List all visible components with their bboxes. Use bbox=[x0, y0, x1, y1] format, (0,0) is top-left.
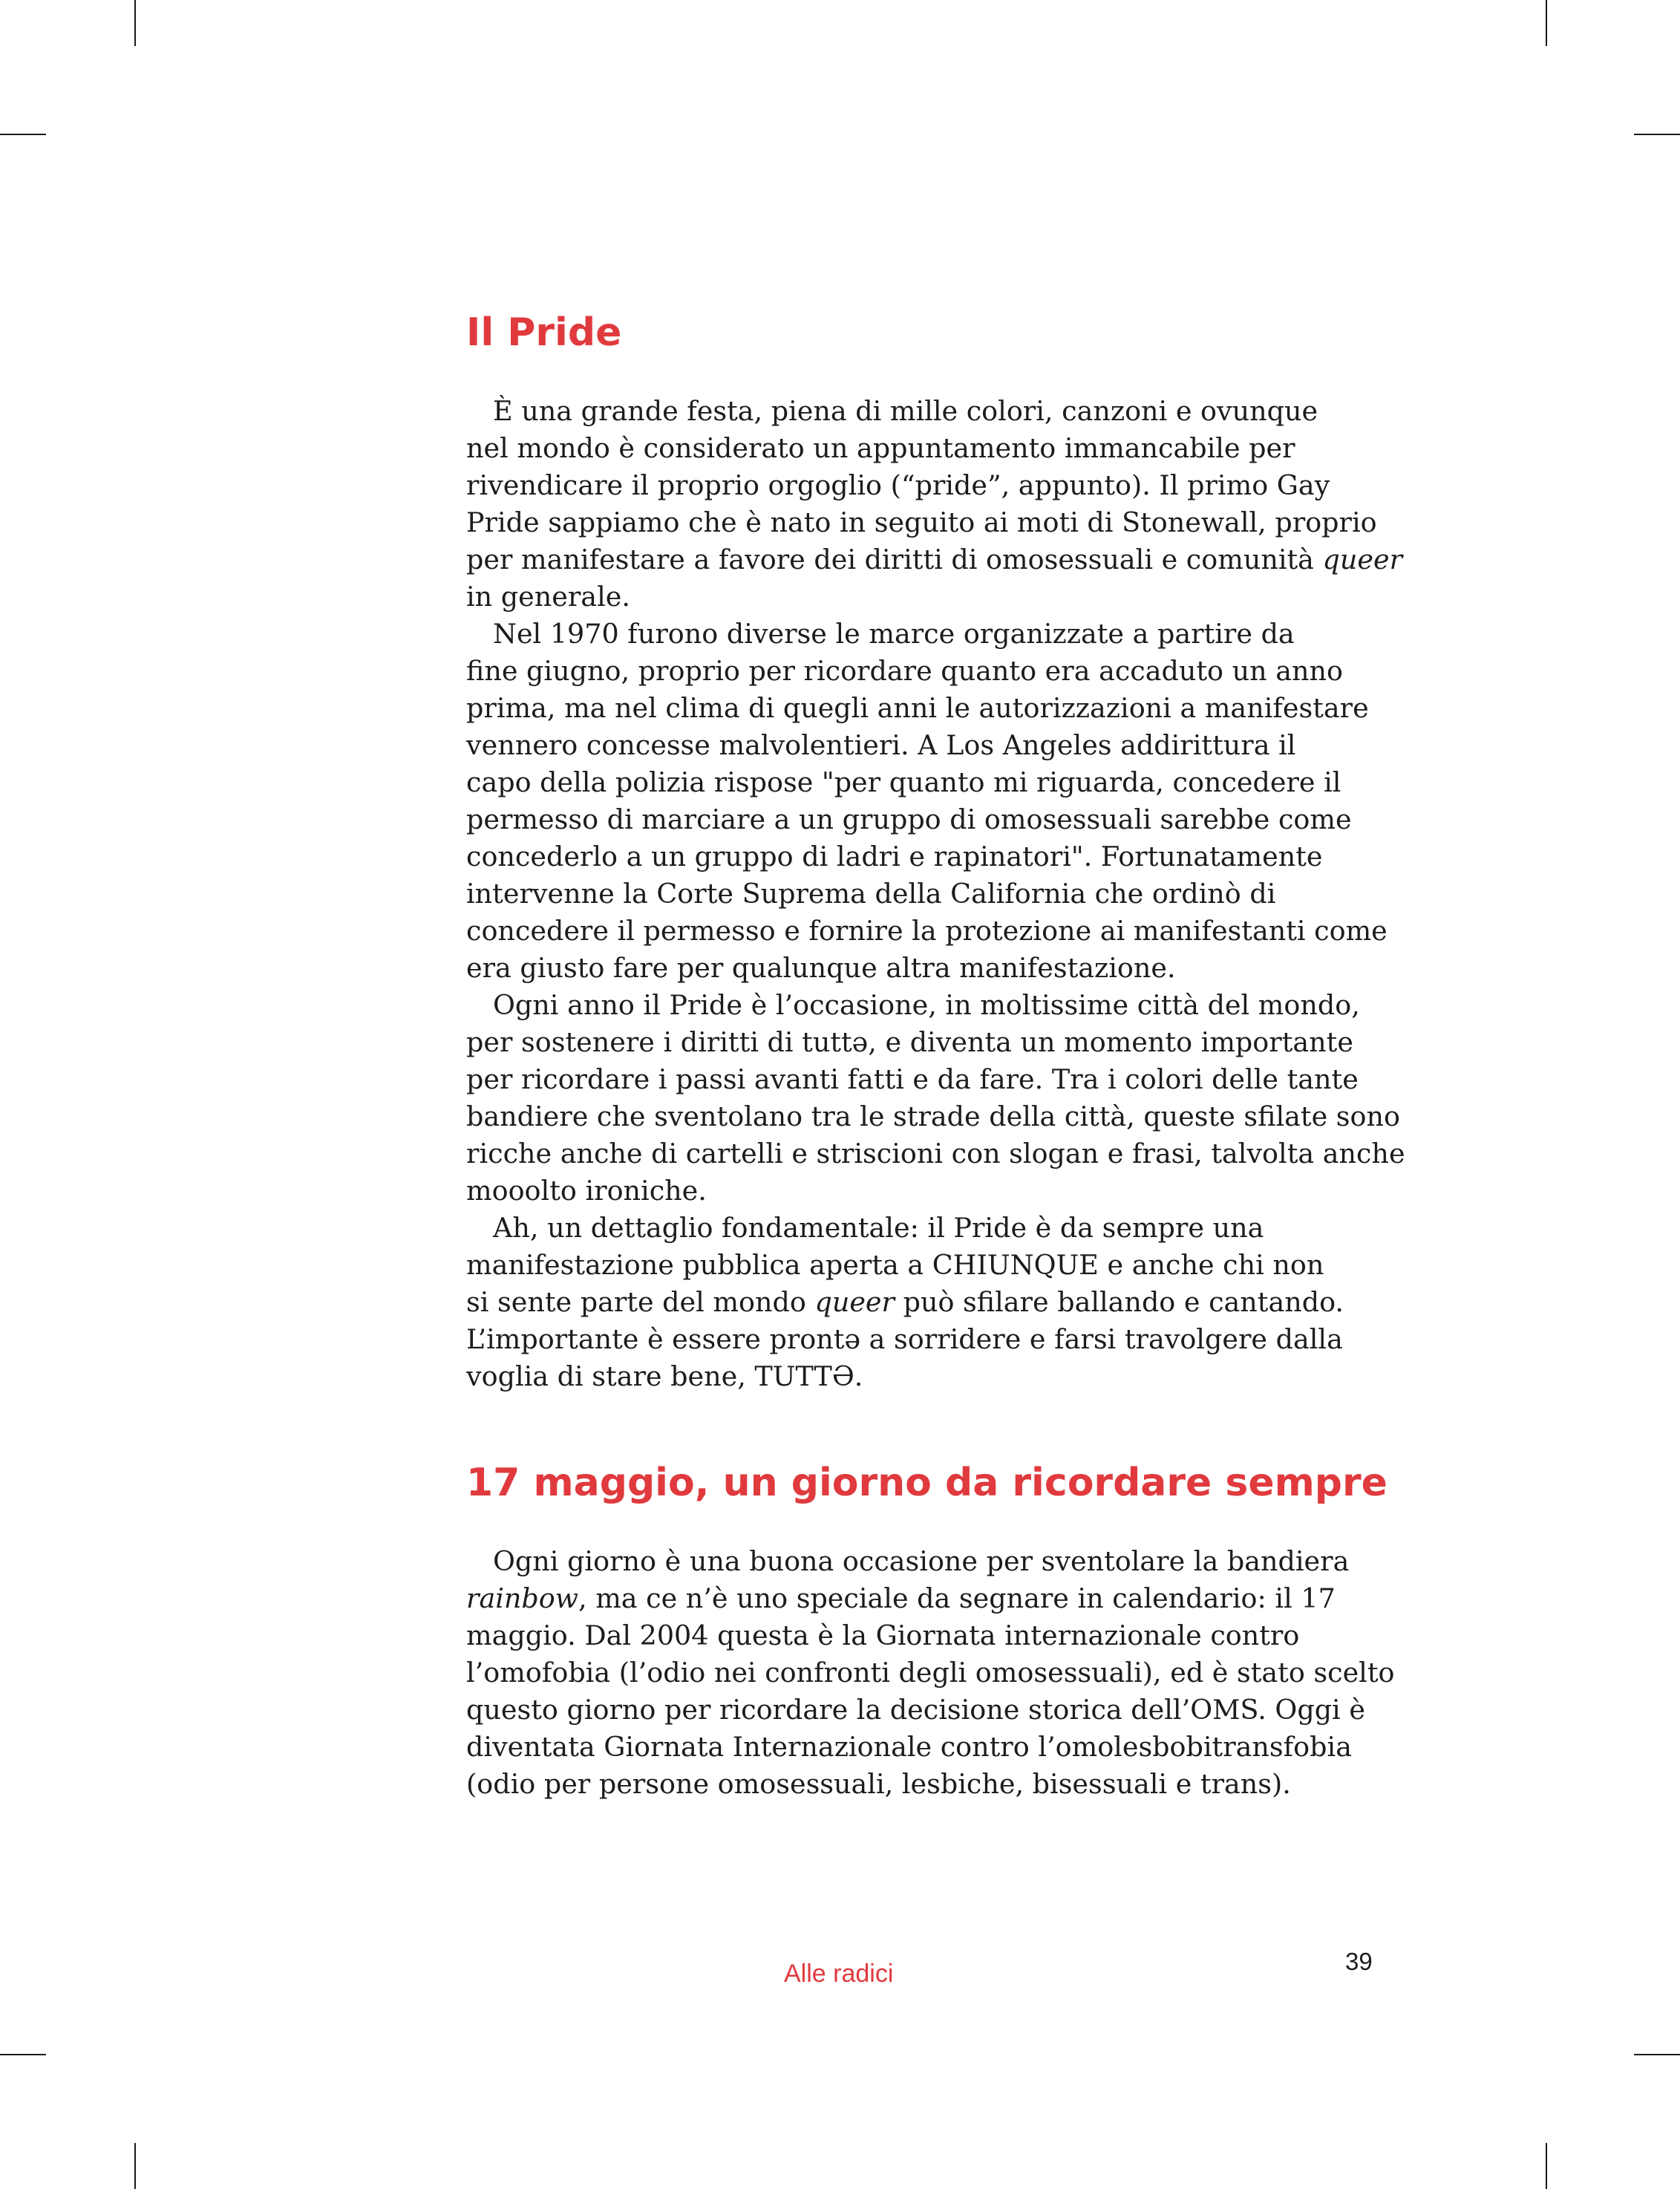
text-line: diventata Giornata Internazionale contro l’omolesbobitransfobia bbox=[466, 1731, 1352, 1763]
text-line: concedere il permesso e fornire la protezione ai manifestanti come bbox=[466, 915, 1388, 947]
text-line: (odio per persone omosessuali, lesbiche, bisessuali e trans). bbox=[466, 1768, 1291, 1800]
text-line: vennero concesse malvolentieri. A Los Angeles addirittura il bbox=[466, 729, 1296, 761]
section-17-maggio-body bbox=[466, 1543, 1395, 1803]
text-line: È una grande festa, piena di mille colori, canzoni e ovunque bbox=[493, 395, 1318, 427]
text-line: si sente parte del mondo queer può sfilare ballando e cantando. bbox=[466, 1286, 1344, 1318]
crop-mark bbox=[134, 0, 136, 46]
text-line: era giusto fare per qualunque altra manifestazione. bbox=[466, 952, 1176, 984]
section-heading: Il Pride bbox=[466, 310, 622, 355]
body-paragraphs bbox=[466, 393, 1405, 1395]
crop-mark bbox=[1546, 2143, 1547, 2189]
text-line: voglia di stare bene, TUTTƏ. bbox=[466, 1360, 863, 1392]
text-line: Pride sappiamo che è nato in seguito ai moti di Stonewall, proprio bbox=[466, 506, 1377, 538]
text-line: bandiere che sventolano tra le strade della città, queste sfilate sono bbox=[466, 1100, 1400, 1132]
text-line: fine giugno, proprio per ricordare quanto era accaduto un anno bbox=[466, 655, 1343, 687]
text-line: Ogni anno il Pride è l’occasione, in moltissime città del mondo, bbox=[493, 989, 1360, 1021]
text-line: L’importante è essere prontə a sorridere e farsi travolgere dalla bbox=[466, 1323, 1343, 1355]
text-line: per sostenere i diritti di tuttə, e diventa un momento importante bbox=[466, 1026, 1353, 1058]
crop-mark bbox=[0, 134, 46, 135]
text-line: intervenne la Corte Suprema della California che ordinò di bbox=[466, 878, 1276, 910]
section-pride bbox=[466, 309, 1379, 356]
text-line: rivendicare il proprio orgoglio (“pride”, appunto). Il primo Gay bbox=[466, 469, 1330, 501]
section-pride-body bbox=[466, 393, 1405, 1395]
page-number: 39 bbox=[1345, 1948, 1373, 1975]
crop-mark bbox=[1634, 2054, 1680, 2055]
text-line: in generale. bbox=[466, 581, 630, 613]
section-17-maggio bbox=[466, 1459, 1388, 1507]
text-line: nel mondo è considerato un appuntamento immancabile per bbox=[466, 432, 1295, 464]
text-line: mooolto ironiche. bbox=[466, 1175, 707, 1207]
section-heading: 17 maggio, un giorno da ricordare sempre bbox=[466, 1461, 1388, 1505]
body-paragraphs bbox=[466, 1543, 1395, 1803]
text-line: Ah, un dettaglio fondamentale: il Pride è da sempre una bbox=[493, 1212, 1264, 1244]
text-line: ricche anche di cartelli e striscioni con slogan e frasi, talvolta anche bbox=[466, 1138, 1405, 1169]
text-line: manifestazione pubblica aperta a CHIUNQUE e anche chi non bbox=[466, 1249, 1324, 1281]
text-line: maggio. Dal 2004 questa è la Giornata internazionale contro bbox=[466, 1619, 1300, 1651]
crop-mark bbox=[1546, 0, 1547, 46]
running-footer-title: Alle radici bbox=[784, 1960, 894, 1988]
text-line: per manifestare a favore dei diritti di omosessuali e comunità queer bbox=[466, 544, 1403, 575]
text-line: l’omofobia (l’odio nei confronti degli omosessuali), ed è stato scelto bbox=[466, 1657, 1395, 1689]
text-line: per ricordare i passi avanti fatti e da fare. Tra i colori delle tante bbox=[466, 1063, 1359, 1095]
crop-mark bbox=[1634, 134, 1680, 135]
crop-mark bbox=[0, 2054, 46, 2055]
text-line: concederlo a un gruppo di ladri e rapinatori". Fortunatamente bbox=[466, 841, 1323, 872]
text-line: prima, ma nel clima di quegli anni le autorizzazioni a manifestare bbox=[466, 692, 1369, 724]
text-line: Ogni giorno è una buona occasione per sventolare la bandiera bbox=[493, 1545, 1350, 1577]
text-line: questo giorno per ricordare la decisione storica dell’OMS. Oggi è bbox=[466, 1694, 1365, 1726]
text-line: permesso di marciare a un gruppo di omosessuali sarebbe come bbox=[466, 803, 1352, 835]
text-line: Nel 1970 furono diverse le marce organizzate a partire da bbox=[493, 618, 1295, 650]
crop-mark bbox=[134, 2143, 136, 2189]
text-line: rainbow, ma ce n’è uno speciale da segnare in calendario: il 17 bbox=[466, 1582, 1336, 1614]
text-line: capo della polizia rispose "per quanto mi riguarda, concedere il bbox=[466, 766, 1341, 798]
